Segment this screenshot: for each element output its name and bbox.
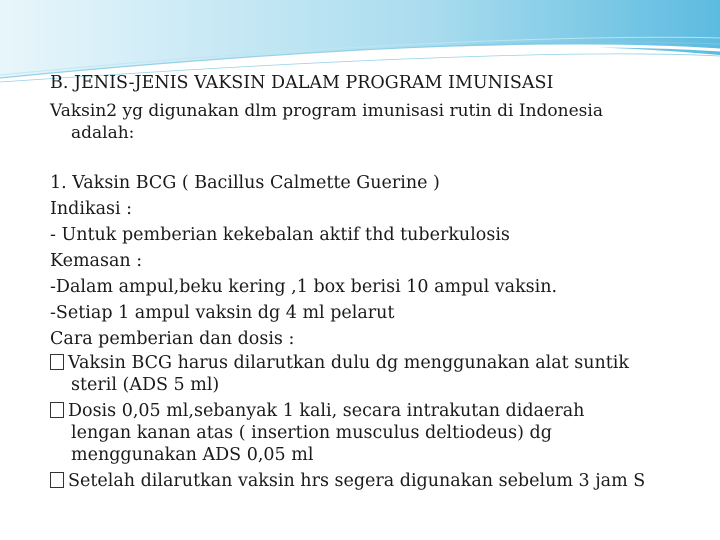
- bullet-icon: [50, 472, 64, 488]
- kemasan-item: -Dalam ampul,beku kering ,1 box berisi 10 ampul vaksin.: [50, 277, 558, 297]
- section-heading: B. JENIS-JENIS VAKSIN DALAM PROGRAM IMUNISASI: [50, 73, 554, 93]
- kemasan-item: -Setiap 1 ampul vaksin dg 4 ml pelarut: [50, 303, 395, 323]
- indikasi-item: - Untuk pemberian kekebalan aktif thd tuberkulosis: [50, 225, 510, 245]
- bullet-icon: [50, 354, 64, 370]
- cara-label: Cara pemberian dan dosis :: [50, 329, 295, 349]
- slide-content: [50, 70, 700, 492]
- indikasi-label: Indikasi :: [50, 199, 133, 219]
- vaccine-title: 1. Vaksin BCG ( Bacillus Calmette Guerine ): [50, 173, 440, 193]
- bullet-text: lengan kanan atas ( insertion musculus deltiodeus) dg: [71, 423, 552, 443]
- kemasan-label: Kemasan :: [50, 251, 143, 271]
- bullet-text: Dosis 0,05 ml,sebanyak 1 kali, secara intrakutan didaerah: [68, 401, 585, 421]
- bullet-item: [50, 400, 700, 466]
- bullet-text: Setelah dilarutkan vaksin hrs segera digunakan sebelum 3 jam S: [68, 471, 646, 491]
- bullet-item: [50, 470, 700, 492]
- intro-line-cont: adalah:: [71, 123, 135, 143]
- bullet-item: [50, 352, 700, 396]
- intro-line: Vaksin2 yg digunakan dlm program imunisasi rutin di Indonesia: [50, 101, 603, 121]
- bullet-text: menggunakan ADS 0,05 ml: [71, 445, 314, 465]
- bullet-text: steril (ADS 5 ml): [71, 375, 220, 395]
- bullet-icon: [50, 402, 64, 418]
- bullet-text: Vaksin BCG harus dilarutkan dulu dg menggunakan alat suntik: [68, 353, 630, 373]
